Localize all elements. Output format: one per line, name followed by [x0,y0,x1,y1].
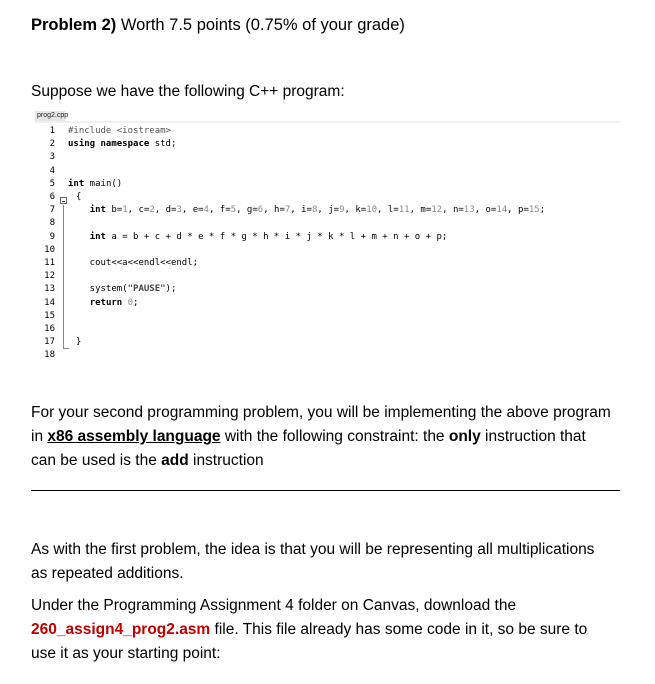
line-number: 7 [49,205,55,216]
code-line: cout<<a<<endl<<endl; [68,258,199,268]
code-editor-screenshot [35,111,621,369]
code-line: return 0; [89,297,139,308]
line-number: 17 [44,337,55,348]
code-line: { [76,192,82,202]
paragraph-repeated-additions: As with the first problem, the idea is that you will be representing all multiplications as repeated additions. [31,541,595,582]
fold-toggle-icon [60,197,67,204]
line-number: 18 [44,350,55,361]
problem-worth: Worth 7.5 points (0.75% of your grade) [120,16,405,34]
problem-number: Problem 2) [31,16,117,34]
fold-guide [63,205,64,342]
line-number: 10 [44,244,55,255]
intro-text: Suppose we have the following C++ program: [31,83,345,100]
paragraph-download: Under the Programming Assignment 4 folder on Canvas, download the 260_assign4_prog2.asm file. This file already has some code in it, so be sure to use it as your starting point: [31,597,588,662]
line-number: 15 [44,310,55,321]
line-number: 9 [49,231,55,242]
code-line: } [76,337,82,348]
line-number: 13 [44,284,55,295]
code-line: int main() [68,178,123,189]
file-tab: prog2.cpp [37,112,69,119]
line-number: 14 [44,297,55,308]
line-number: 6 [49,192,55,202]
code-line: #include <iostream> [68,126,171,136]
horizontal-rule [31,490,620,491]
line-number: 1 [49,126,55,136]
code-line: int a = b + c + d * e * f * g * h * i * j * k * l + m + n + o + p; [89,231,448,242]
line-number: 5 [49,178,55,189]
code-line: using namespace std; [68,139,177,150]
code-line: system("PAUSE"); [68,284,177,295]
line-number: 11 [44,258,55,268]
assembly-link[interactable]: x86 assembly language [47,428,221,445]
code-line: int b=1, c=2, d=3, e=4, f=5, g=6, h=7, i=8, j=9, k=10, l=11, m=12, n=13, o=14, p=15; [89,205,546,216]
paragraph-assignment: For your second programming problem, you will be implementing the above program in x86 assembly language with the following constraint: the only instruction that can be used is the add instruction [31,404,611,469]
line-number: 3 [49,152,55,163]
line-number: 8 [49,218,55,229]
line-number: 4 [49,165,55,176]
asm-filename: 260_assign4_prog2.asm [31,621,211,638]
line-number: 16 [44,324,55,334]
tab-divider [35,121,621,123]
line-number: 2 [49,139,55,150]
fold-end-marker [63,342,69,349]
problem-heading [31,16,405,35]
line-number: 12 [44,271,55,282]
